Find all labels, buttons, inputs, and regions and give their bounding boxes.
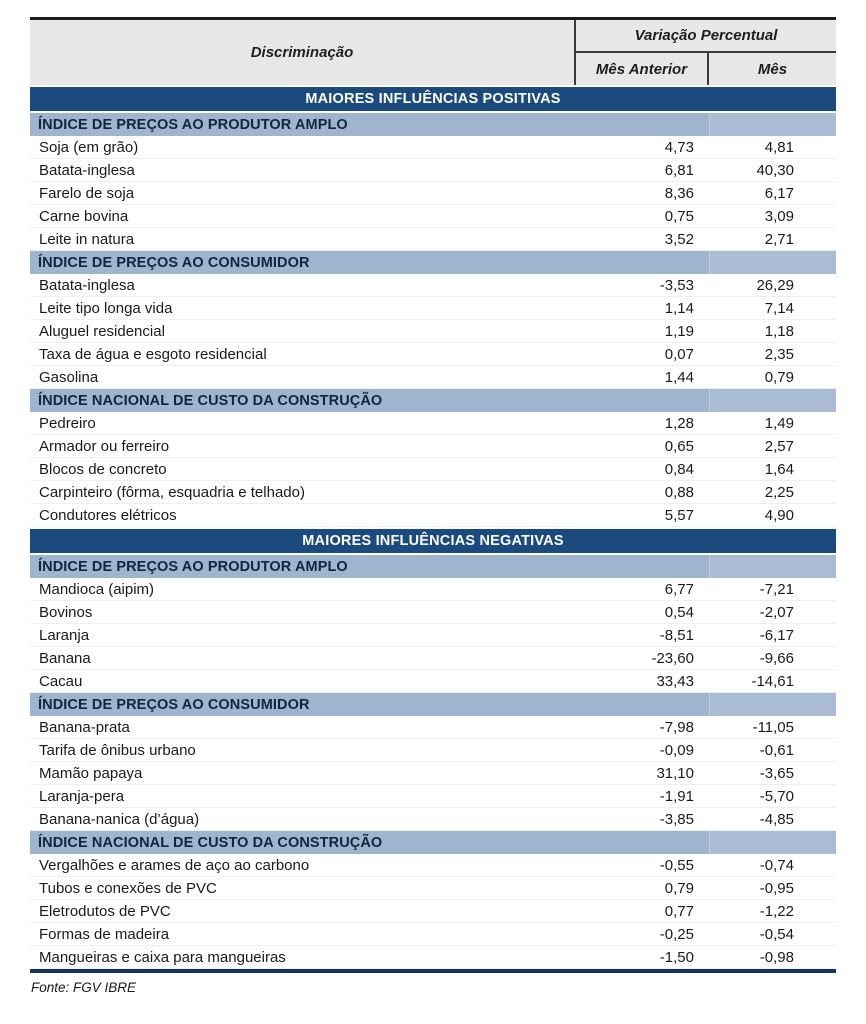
value-previous-month: -3,85 (659, 810, 694, 828)
subsection-title: ÍNDICE DE PREÇOS AO CONSUMIDOR (30, 251, 709, 274)
column-header-discrimination: Discriminação (30, 20, 576, 85)
row-label: Banana (39, 649, 91, 667)
row-label: Soja (em grão) (39, 138, 139, 156)
value-month: 1,18 (764, 322, 794, 340)
row-label: Batata-inglesa (39, 276, 135, 294)
value-previous-month: 0,54 (664, 603, 694, 621)
value-month: 4,81 (764, 138, 794, 156)
section-header: MAIORES INFLUÊNCIAS POSITIVAS (30, 87, 836, 111)
column-header-month: Mês (757, 60, 788, 78)
value-previous-month: -0,55 (659, 856, 694, 874)
subsection-header (30, 831, 836, 854)
value-previous-month: 5,57 (664, 506, 694, 524)
table-row (30, 366, 836, 389)
table-row (30, 624, 836, 647)
table-row (30, 412, 836, 435)
value-month: 1,64 (764, 460, 794, 478)
value-month: -1,22 (759, 902, 794, 920)
subsection-title: ÍNDICE NACIONAL DE CUSTO DA CONSTRUÇÃO (30, 831, 709, 854)
value-previous-month: 0,75 (664, 207, 694, 225)
value-month: 7,14 (764, 299, 794, 317)
table-row (30, 900, 836, 923)
value-previous-month: 4,73 (664, 138, 694, 156)
subsection-header-spacer (709, 113, 836, 136)
value-previous-month: 1,28 (664, 414, 694, 432)
row-label: Mandioca (aipim) (39, 580, 155, 598)
subsection-header (30, 113, 836, 136)
value-month: 6,17 (764, 184, 794, 202)
row-label: Taxa de água e esgoto residencial (39, 345, 267, 363)
value-previous-month: 31,10 (656, 764, 694, 782)
value-month: -0,98 (759, 948, 794, 966)
value-month: -0,95 (759, 879, 794, 897)
value-month: 2,35 (764, 345, 794, 363)
table-row (30, 877, 836, 900)
table-row (30, 481, 836, 504)
table-row (30, 297, 836, 320)
row-label: Leite tipo longa vida (39, 299, 173, 317)
table-row (30, 739, 836, 762)
row-label: Banana-prata (39, 718, 130, 736)
value-month: 2,57 (764, 437, 794, 455)
row-label: Laranja (39, 626, 90, 644)
table-row (30, 670, 836, 693)
subsection-title: ÍNDICE DE PREÇOS AO PRODUTOR AMPLO (30, 555, 709, 578)
value-month: -4,85 (759, 810, 794, 828)
row-label: Pedreiro (39, 414, 96, 432)
table-row (30, 228, 836, 251)
row-label: Mamão papaya (39, 764, 143, 782)
table-row (30, 923, 836, 946)
table-row (30, 274, 836, 297)
value-month: -9,66 (759, 649, 794, 667)
subsection-header-spacer (709, 251, 836, 274)
section-header: MAIORES INFLUÊNCIAS NEGATIVAS (30, 529, 836, 553)
row-label: Formas de madeira (39, 925, 170, 943)
value-previous-month: -23,60 (651, 649, 694, 667)
table-row (30, 601, 836, 624)
value-month: -6,17 (759, 626, 794, 644)
value-previous-month: 0,07 (664, 345, 694, 363)
value-previous-month: 1,14 (664, 299, 694, 317)
row-label: Condutores elétricos (39, 506, 177, 524)
subsection-header (30, 693, 836, 716)
column-header-previous-month: Mês Anterior (576, 53, 709, 85)
value-previous-month: 0,65 (664, 437, 694, 455)
subsection-header (30, 389, 836, 412)
value-previous-month: -8,51 (659, 626, 694, 644)
row-label: Eletrodutos de PVC (39, 902, 171, 920)
row-label: Aluguel residencial (39, 322, 165, 340)
table-row (30, 785, 836, 808)
subsection-header-spacer (709, 389, 836, 412)
value-previous-month: 3,52 (664, 230, 694, 248)
row-label: Vergalhões e arames de aço ao carbono (39, 856, 310, 874)
row-label: Carpinteiro (fôrma, esquadria e telhado) (39, 483, 305, 501)
subsection-header-spacer (709, 831, 836, 854)
table-row (30, 458, 836, 481)
value-month: 1,49 (764, 414, 794, 432)
value-month: 2,25 (764, 483, 794, 501)
value-previous-month: 0,84 (664, 460, 694, 478)
table-row (30, 343, 836, 366)
row-label: Leite in natura (39, 230, 135, 248)
value-previous-month: -0,25 (659, 925, 694, 943)
table-row (30, 854, 836, 877)
table-header (30, 17, 836, 85)
row-label: Farelo de soja (39, 184, 135, 202)
subsection-title: ÍNDICE NACIONAL DE CUSTO DA CONSTRUÇÃO (30, 389, 709, 412)
source-note: Fonte: FGV IBRE (31, 980, 137, 995)
price-variation-table (30, 17, 836, 995)
value-month: 2,71 (764, 230, 794, 248)
table-row (30, 159, 836, 182)
value-month: 0,79 (764, 368, 794, 386)
value-month: -0,74 (759, 856, 794, 874)
table-row (30, 205, 836, 228)
value-previous-month: 33,43 (656, 672, 694, 690)
row-label: Cacau (39, 672, 83, 690)
row-label: Laranja-pera (39, 787, 125, 805)
row-label: Gasolina (39, 368, 99, 386)
table-row (30, 435, 836, 458)
subsection-header-spacer (709, 693, 836, 716)
table-body (30, 87, 836, 969)
value-previous-month: 1,19 (664, 322, 694, 340)
value-month: -0,54 (759, 925, 794, 943)
table-row (30, 716, 836, 739)
value-previous-month: 0,88 (664, 483, 694, 501)
value-month: -5,70 (759, 787, 794, 805)
value-previous-month: 0,79 (664, 879, 694, 897)
column-group-header-percent-variation: Variação Percentual (576, 20, 836, 53)
row-label: Armador ou ferreiro (39, 437, 170, 455)
subsection-header (30, 555, 836, 578)
table-row (30, 136, 836, 159)
value-month: -0,61 (759, 741, 794, 759)
row-label: Carne bovina (39, 207, 129, 225)
table-row (30, 320, 836, 343)
row-label: Mangueiras e caixa para mangueiras (39, 948, 286, 966)
value-month: -11,05 (752, 718, 794, 736)
row-label: Tarifa de ônibus urbano (39, 741, 196, 759)
table-row (30, 762, 836, 785)
value-previous-month: 6,77 (664, 580, 694, 598)
table-row (30, 182, 836, 205)
subsection-title: ÍNDICE DE PREÇOS AO PRODUTOR AMPLO (30, 113, 709, 136)
table-row (30, 504, 836, 527)
row-label: Blocos de concreto (39, 460, 167, 478)
row-label: Tubos e conexões de PVC (39, 879, 217, 897)
value-month: 3,09 (764, 207, 794, 225)
value-previous-month: -1,50 (659, 948, 694, 966)
subsection-header (30, 251, 836, 274)
value-previous-month: 8,36 (664, 184, 694, 202)
subsection-header-spacer (709, 555, 836, 578)
table-row (30, 946, 836, 969)
value-previous-month: -0,09 (659, 741, 694, 759)
value-previous-month: -3,53 (659, 276, 694, 294)
subsection-title: ÍNDICE DE PREÇOS AO CONSUMIDOR (30, 693, 709, 716)
value-month: -3,65 (759, 764, 794, 782)
value-previous-month: 1,44 (664, 368, 694, 386)
value-month: 26,29 (756, 276, 794, 294)
table-row (30, 808, 836, 831)
value-previous-month: -1,91 (659, 787, 694, 805)
table-row (30, 578, 836, 601)
table-bottom-border (30, 969, 836, 973)
value-previous-month: 0,77 (664, 902, 694, 920)
value-month: -7,21 (759, 580, 794, 598)
table-row (30, 647, 836, 670)
value-previous-month: -7,98 (659, 718, 694, 736)
row-label: Bovinos (39, 603, 93, 621)
value-month: -2,07 (759, 603, 794, 621)
row-label: Banana-nanica (d’água) (39, 810, 200, 828)
value-month: 4,90 (764, 506, 794, 524)
row-label: Batata-inglesa (39, 161, 135, 179)
value-month: 40,30 (756, 161, 794, 179)
value-previous-month: 6,81 (664, 161, 694, 179)
value-month: -14,61 (751, 672, 794, 690)
